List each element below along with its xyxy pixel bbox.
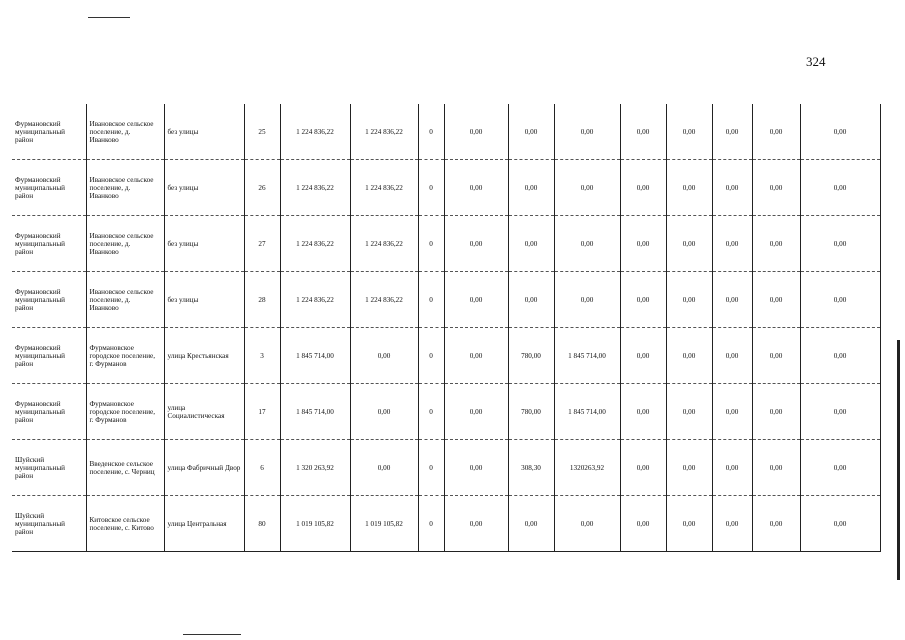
house-number-cell: 27 bbox=[244, 216, 280, 272]
district-cell: Шуйский муниципальный район bbox=[12, 440, 86, 496]
value-cell: 0,00 bbox=[444, 496, 508, 552]
value-cell: 0,00 bbox=[620, 440, 666, 496]
value-cell: 0,00 bbox=[712, 328, 752, 384]
amount-total-cell: 1 019 105,82 bbox=[280, 496, 350, 552]
settlement-cell: Введенское сельское поселение, с. Черниц bbox=[86, 440, 164, 496]
amount-cell: 0,00 bbox=[554, 160, 620, 216]
value-cell: 0,00 bbox=[800, 496, 880, 552]
amount-cell: 0,00 bbox=[554, 496, 620, 552]
value-cell: 0,00 bbox=[620, 160, 666, 216]
street-cell: без улицы bbox=[164, 272, 244, 328]
value-cell: 0,00 bbox=[752, 216, 800, 272]
street-cell: улица Социалистическая bbox=[164, 384, 244, 440]
area-cell: 308,30 bbox=[508, 440, 554, 496]
house-number-cell: 80 bbox=[244, 496, 280, 552]
value-cell: 0,00 bbox=[712, 216, 752, 272]
table-row bbox=[12, 440, 880, 496]
settlement-cell: Ивановское сельское поселение, д. Иванково bbox=[86, 104, 164, 160]
district-cell: Шуйский муниципальный район bbox=[12, 496, 86, 552]
amount-fund-cell: 1 224 836,22 bbox=[350, 272, 418, 328]
street-cell: улица Крестьянская bbox=[164, 328, 244, 384]
street-cell: без улицы bbox=[164, 216, 244, 272]
value-cell: 0,00 bbox=[444, 328, 508, 384]
area-cell: 0,00 bbox=[508, 216, 554, 272]
amount-total-cell: 1 320 263,92 bbox=[280, 440, 350, 496]
value-cell: 0,00 bbox=[666, 440, 712, 496]
area-cell: 0,00 bbox=[508, 496, 554, 552]
value-cell: 0,00 bbox=[620, 272, 666, 328]
value-cell: 0,00 bbox=[800, 328, 880, 384]
value-cell: 0,00 bbox=[666, 216, 712, 272]
district-cell: Фурмановский муниципальный район bbox=[12, 104, 86, 160]
amount-total-cell: 1 845 714,00 bbox=[280, 328, 350, 384]
value-cell: 0,00 bbox=[444, 160, 508, 216]
table-row bbox=[12, 496, 880, 552]
amount-cell: 0,00 bbox=[554, 272, 620, 328]
count-cell: 0 bbox=[418, 216, 444, 272]
page-number: 324 bbox=[806, 54, 826, 69]
count-cell: 0 bbox=[418, 496, 444, 552]
value-cell: 0,00 bbox=[712, 440, 752, 496]
value-cell: 0,00 bbox=[752, 496, 800, 552]
value-cell: 0,00 bbox=[800, 384, 880, 440]
amount-fund-cell: 1 019 105,82 bbox=[350, 496, 418, 552]
district-cell: Фурмановский муниципальный район bbox=[12, 216, 86, 272]
value-cell: 0,00 bbox=[444, 440, 508, 496]
value-cell: 0,00 bbox=[666, 496, 712, 552]
value-cell: 0,00 bbox=[752, 160, 800, 216]
value-cell: 0,00 bbox=[752, 440, 800, 496]
table-row bbox=[12, 216, 880, 272]
street-cell: без улицы bbox=[164, 104, 244, 160]
house-number-cell: 17 bbox=[244, 384, 280, 440]
area-cell: 0,00 bbox=[508, 104, 554, 160]
value-cell: 0,00 bbox=[620, 216, 666, 272]
amount-total-cell: 1 224 836,22 bbox=[280, 104, 350, 160]
scan-mark-bottom bbox=[183, 634, 241, 635]
amount-cell: 1 845 714,00 bbox=[554, 328, 620, 384]
value-cell: 0,00 bbox=[620, 384, 666, 440]
value-cell: 0,00 bbox=[800, 104, 880, 160]
value-cell: 0,00 bbox=[752, 384, 800, 440]
value-cell: 0,00 bbox=[666, 272, 712, 328]
district-cell: Фурмановский муниципальный район bbox=[12, 272, 86, 328]
district-cell: Фурмановский муниципальный район bbox=[12, 384, 86, 440]
count-cell: 0 bbox=[418, 440, 444, 496]
register-table bbox=[12, 104, 881, 552]
value-cell: 0,00 bbox=[800, 272, 880, 328]
value-cell: 0,00 bbox=[666, 160, 712, 216]
value-cell: 0,00 bbox=[666, 384, 712, 440]
amount-total-cell: 1 845 714,00 bbox=[280, 384, 350, 440]
amount-cell: 0,00 bbox=[554, 216, 620, 272]
amount-cell: 0,00 bbox=[554, 104, 620, 160]
value-cell: 0,00 bbox=[444, 272, 508, 328]
table-row bbox=[12, 384, 880, 440]
settlement-cell: Ивановское сельское поселение, д. Иванково bbox=[86, 216, 164, 272]
amount-fund-cell: 1 224 836,22 bbox=[350, 160, 418, 216]
value-cell: 0,00 bbox=[800, 160, 880, 216]
value-cell: 0,00 bbox=[444, 216, 508, 272]
amount-cell: 1320263,92 bbox=[554, 440, 620, 496]
value-cell: 0,00 bbox=[800, 216, 880, 272]
street-cell: улица Центральная bbox=[164, 496, 244, 552]
value-cell: 0,00 bbox=[752, 104, 800, 160]
value-cell: 0,00 bbox=[752, 328, 800, 384]
amount-fund-cell: 1 224 836,22 bbox=[350, 216, 418, 272]
amount-fund-cell: 0,00 bbox=[350, 328, 418, 384]
district-cell: Фурмановский муниципальный район bbox=[12, 160, 86, 216]
value-cell: 0,00 bbox=[712, 496, 752, 552]
value-cell: 0,00 bbox=[752, 272, 800, 328]
table-body bbox=[12, 104, 880, 552]
house-number-cell: 28 bbox=[244, 272, 280, 328]
table-row bbox=[12, 104, 880, 160]
value-cell: 0,00 bbox=[712, 384, 752, 440]
street-cell: без улицы bbox=[164, 160, 244, 216]
amount-total-cell: 1 224 836,22 bbox=[280, 216, 350, 272]
table-row bbox=[12, 328, 880, 384]
value-cell: 0,00 bbox=[666, 104, 712, 160]
area-cell: 0,00 bbox=[508, 272, 554, 328]
value-cell: 0,00 bbox=[666, 328, 712, 384]
scan-edge-line bbox=[897, 340, 900, 580]
count-cell: 0 bbox=[418, 384, 444, 440]
settlement-cell: Ивановское сельское поселение, д. Иванково bbox=[86, 160, 164, 216]
count-cell: 0 bbox=[418, 104, 444, 160]
value-cell: 0,00 bbox=[444, 384, 508, 440]
amount-total-cell: 1 224 836,22 bbox=[280, 272, 350, 328]
amount-cell: 1 845 714,00 bbox=[554, 384, 620, 440]
value-cell: 0,00 bbox=[800, 440, 880, 496]
count-cell: 0 bbox=[418, 328, 444, 384]
area-cell: 780,00 bbox=[508, 328, 554, 384]
table-row bbox=[12, 160, 880, 216]
amount-fund-cell: 0,00 bbox=[350, 384, 418, 440]
area-cell: 0,00 bbox=[508, 160, 554, 216]
scan-mark-top bbox=[88, 17, 130, 18]
value-cell: 0,00 bbox=[444, 104, 508, 160]
house-number-cell: 26 bbox=[244, 160, 280, 216]
amount-fund-cell: 0,00 bbox=[350, 440, 418, 496]
settlement-cell: Ивановское сельское поселение, д. Иванково bbox=[86, 272, 164, 328]
settlement-cell: Китовское сельское поселение, с. Китово bbox=[86, 496, 164, 552]
house-number-cell: 25 bbox=[244, 104, 280, 160]
value-cell: 0,00 bbox=[620, 104, 666, 160]
value-cell: 0,00 bbox=[712, 272, 752, 328]
settlement-cell: Фурмановское городское поселение, г. Фурманов bbox=[86, 384, 164, 440]
amount-total-cell: 1 224 836,22 bbox=[280, 160, 350, 216]
street-cell: улица Фабричный Двор bbox=[164, 440, 244, 496]
count-cell: 0 bbox=[418, 272, 444, 328]
house-number-cell: 6 bbox=[244, 440, 280, 496]
area-cell: 780,00 bbox=[508, 384, 554, 440]
district-cell: Фурмановский муниципальный район bbox=[12, 328, 86, 384]
settlement-cell: Фурмановское городское поселение, г. Фурманов bbox=[86, 328, 164, 384]
value-cell: 0,00 bbox=[712, 160, 752, 216]
value-cell: 0,00 bbox=[620, 496, 666, 552]
amount-fund-cell: 1 224 836,22 bbox=[350, 104, 418, 160]
house-number-cell: 3 bbox=[244, 328, 280, 384]
count-cell: 0 bbox=[418, 160, 444, 216]
value-cell: 0,00 bbox=[620, 328, 666, 384]
value-cell: 0,00 bbox=[712, 104, 752, 160]
table-row bbox=[12, 272, 880, 328]
